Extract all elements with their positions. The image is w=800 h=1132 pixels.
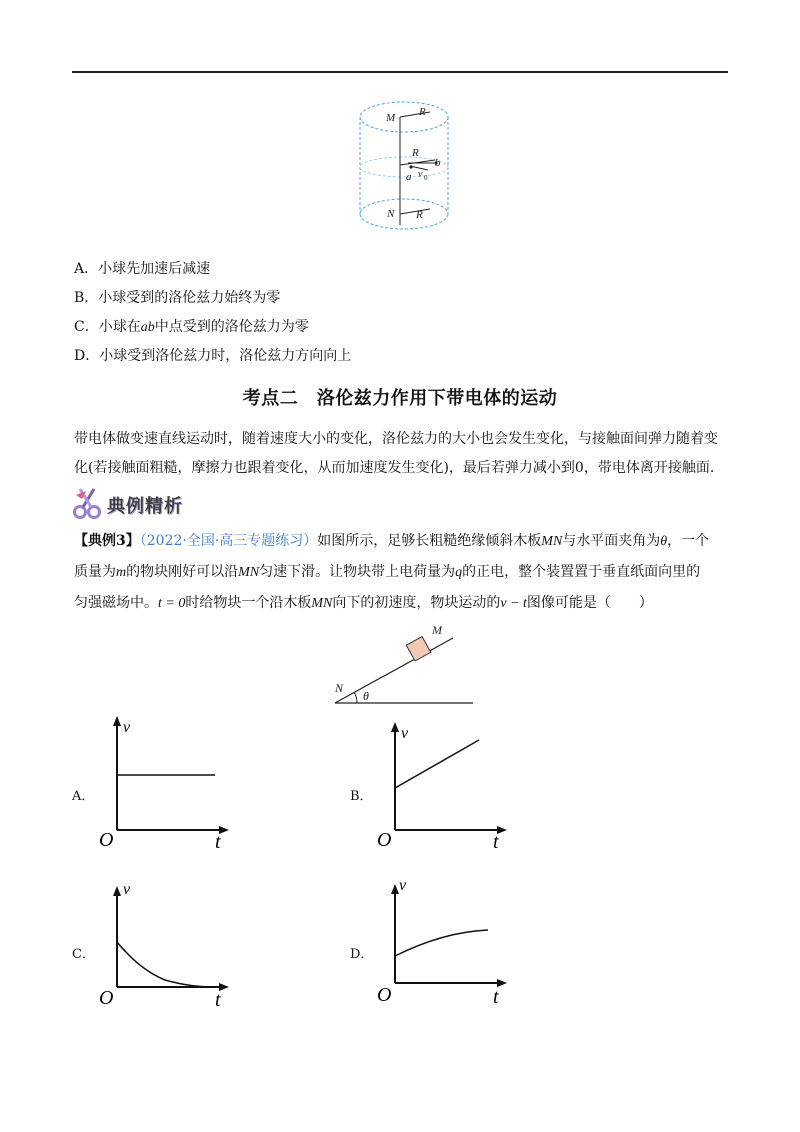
axis-origin: O bbox=[377, 984, 392, 1006]
option-text-pre: 小球在 bbox=[98, 319, 141, 335]
axis-label-t: t bbox=[215, 989, 221, 1010]
section-heading: 考点二 洛伦兹力作用下带电体的运动 bbox=[242, 388, 558, 409]
var-vt: v − t bbox=[500, 596, 527, 611]
var-theta: θ bbox=[660, 534, 668, 549]
axis-label-t: t bbox=[215, 831, 221, 852]
example-line-3 bbox=[74, 588, 730, 619]
example-line-1 bbox=[74, 526, 730, 557]
example-label: 【典例3】 bbox=[74, 533, 140, 549]
cylinder-figure bbox=[350, 95, 460, 245]
example-text: 的正电，整个装置置于垂直纸面向里的 bbox=[462, 564, 701, 580]
example-text: 的物块刚好可以沿 bbox=[126, 564, 239, 580]
example-text: 时给物块一个沿木板 bbox=[185, 595, 312, 611]
option-b bbox=[74, 289, 280, 307]
example-source-link[interactable]: （2022·全国·高三专题练习） bbox=[139, 533, 318, 549]
example-line-2 bbox=[74, 557, 730, 588]
graph-b bbox=[373, 712, 513, 852]
graph-a bbox=[95, 712, 235, 852]
example-text: 匀强磁场中。 bbox=[74, 595, 158, 611]
banner-title: 典例精析 bbox=[107, 496, 183, 517]
cyl-label-a: a bbox=[406, 171, 412, 183]
var-t0: t = 0 bbox=[158, 596, 186, 611]
example-question bbox=[74, 526, 730, 619]
var-m: m bbox=[116, 565, 127, 580]
cyl-label-R-top: R bbox=[419, 106, 426, 118]
example-text: 匀速下滑。让物块带上电荷量为 bbox=[259, 564, 456, 580]
choice-label-a: A． bbox=[72, 789, 95, 804]
option-a bbox=[74, 260, 210, 278]
axis-label-t: t bbox=[493, 986, 499, 1008]
intro-line-1: 带电体做变速直线运动时，随着速度大小的变化，洛伦兹力的大小也会发生变化，与接触面间弹力随着变 bbox=[74, 431, 718, 447]
var-MN: MN bbox=[238, 565, 260, 580]
option-text: 小球受到洛伦兹力时，洛伦兹力方向向上 bbox=[99, 348, 352, 364]
choice-label-c: C． bbox=[72, 947, 95, 962]
example-text: ，一个 bbox=[667, 533, 710, 549]
cyl-label-N: N bbox=[387, 208, 395, 220]
option-text-post: 中点受到的洛伦兹力为零 bbox=[154, 319, 309, 335]
example-text: 与水平面夹角为 bbox=[562, 533, 661, 549]
axis-label-t: t bbox=[493, 831, 499, 852]
option-letter: B． bbox=[74, 290, 99, 306]
incline-label-theta: θ bbox=[363, 689, 369, 703]
axis-label-v: v bbox=[399, 877, 407, 894]
cyl-label-v: v bbox=[418, 169, 423, 180]
example-text: 如图所示，足够长粗糙绝缘倾斜木板 bbox=[317, 533, 542, 549]
cyl-label-M: M bbox=[386, 112, 396, 124]
option-text: 小球受到的洛伦兹力始终为零 bbox=[98, 290, 281, 306]
example-banner bbox=[72, 485, 212, 521]
var-MN: MN bbox=[311, 596, 333, 611]
axis-label-v: v bbox=[123, 719, 131, 736]
example-text: 向下的初速度，物块运动的 bbox=[332, 595, 501, 611]
example-text: 质量为 bbox=[74, 564, 116, 580]
option-letter: C． bbox=[74, 319, 99, 335]
axis-origin: O bbox=[99, 987, 114, 1009]
incline-label-N: N bbox=[335, 681, 344, 695]
choice-label-d: D． bbox=[350, 947, 374, 962]
cyl-label-R-mid: R bbox=[412, 147, 419, 159]
axis-label-v: v bbox=[123, 881, 131, 898]
graph-c bbox=[95, 870, 235, 1010]
cyl-label-R-bottom: R bbox=[416, 209, 423, 221]
intro-line-2: 化(若接触面粗糙，摩擦力也跟着变化，从而加速度发生变化)，最后若弹力减小到0，带电体离开接触面. bbox=[74, 460, 715, 476]
header-rule bbox=[72, 71, 728, 73]
incline-label-M: M bbox=[432, 623, 442, 637]
var-q: q bbox=[455, 565, 463, 580]
option-letter: D． bbox=[74, 348, 100, 364]
var-MN: MN bbox=[541, 534, 563, 549]
cyl-label-v-sub: 0 bbox=[424, 174, 428, 182]
option-d bbox=[74, 347, 351, 365]
option-text: 小球先加速后减速 bbox=[98, 261, 211, 277]
axis-origin: O bbox=[377, 829, 392, 851]
incline-figure bbox=[325, 618, 485, 710]
intro-paragraph bbox=[74, 425, 730, 483]
choice-label-b: B． bbox=[350, 789, 373, 804]
option-letter: A． bbox=[74, 261, 99, 277]
axis-origin: O bbox=[99, 829, 114, 851]
cyl-label-b: b bbox=[435, 157, 441, 169]
scissors-icon bbox=[72, 485, 106, 521]
example-text: 图像可能是（ ） bbox=[526, 595, 653, 611]
option-c bbox=[74, 318, 309, 337]
option-var-ab: ab bbox=[140, 320, 155, 335]
axis-label-v: v bbox=[401, 725, 409, 742]
graph-d bbox=[373, 870, 513, 1010]
